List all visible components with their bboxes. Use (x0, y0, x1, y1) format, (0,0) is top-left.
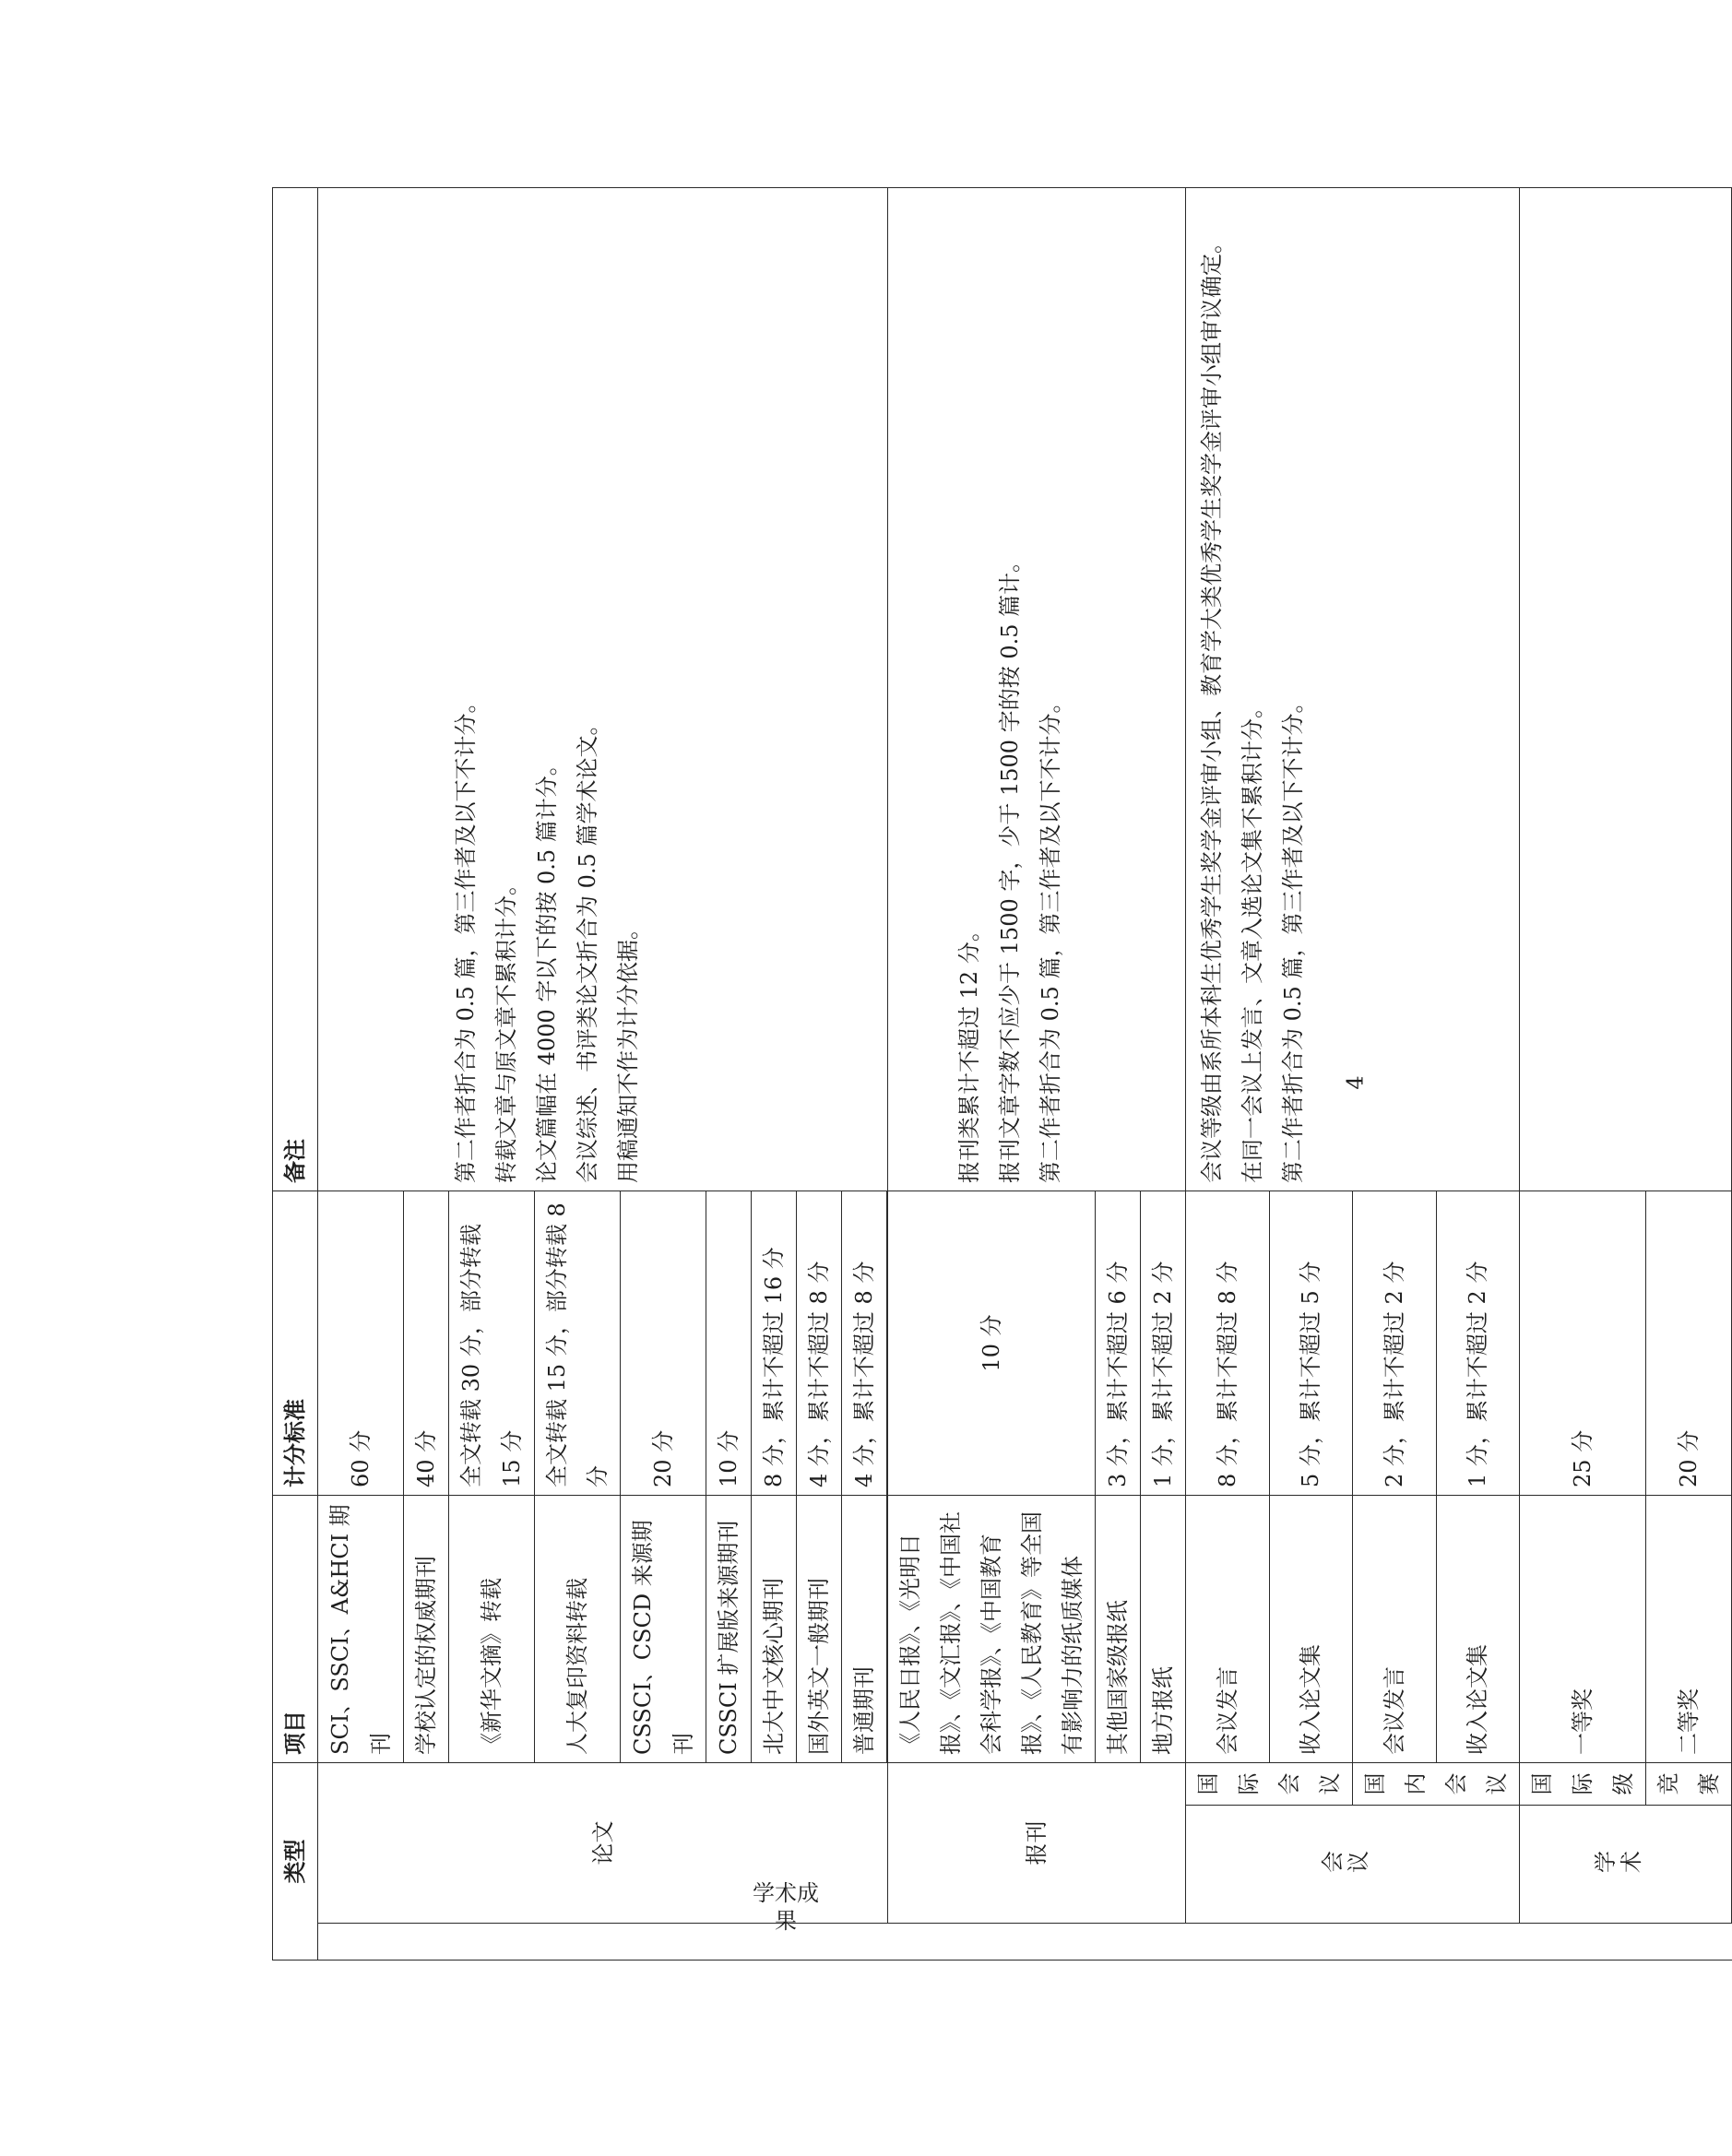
remark-line: 转载文章与原文章不累积计分。 (493, 872, 519, 1183)
item-cell: 二等奖 (1646, 1495, 1732, 1762)
newspapers-remarks (888, 187, 1186, 1191)
remark-line: 会议综述、书评类论文折合为 0.5 篇学术论文。 (575, 713, 600, 1183)
competition-sub-label: 竞赛 (1646, 1762, 1732, 1805)
score-cell: 全文转载 30 分，部分转载 15 分 (449, 1191, 535, 1495)
header-remark: 备注 (273, 187, 318, 1191)
item-cell: 《人民日报》、《光明日报》、《文汇报》、《中国社会科学报》、《中国教育报》、《人民教育》等全国有影响力的纸质媒体 (888, 1495, 1096, 1762)
item-cell: 一等奖 (1520, 1495, 1646, 1762)
score-cell: 2 分，累计不超过 2 分 (1353, 1191, 1437, 1495)
header-type: 类型 (273, 1762, 318, 1960)
item-cell: 国外英文一般期刊 (797, 1495, 842, 1762)
score-cell: 1 分，累计不超过 2 分 (1436, 1191, 1520, 1495)
papers-label: 论文 (318, 1762, 888, 1923)
remark-line: 论文篇幅在 4000 字以下的按 0.5 篇计分。 (534, 753, 560, 1183)
papers-remarks (318, 187, 888, 1191)
item-cell: 《新华文摘》转载 (449, 1495, 535, 1762)
score-cell: 20 分 (621, 1191, 706, 1495)
item-cell: 人大复印资料转载 (535, 1495, 621, 1762)
score-cell: 5 分，累计不超过 5 分 (1269, 1191, 1353, 1495)
item-cell: 普通期刊 (842, 1495, 887, 1762)
item-cell: 学校认定的权威期刊 (404, 1495, 449, 1762)
remark-line: 第二作者折合为 0.5 篇，第三作者及以下不计分。 (1280, 691, 1306, 1183)
score-cell: 3 分，累计不超过 6 分 (1096, 1191, 1141, 1495)
table-row (888, 187, 1096, 1960)
table-row (1520, 187, 1646, 1960)
score-cell: 20 分 (1646, 1191, 1732, 1495)
item-cell: 收入论文集 (1436, 1495, 1520, 1762)
score-cell: 60 分 (318, 1191, 404, 1495)
page-number: 4 (1342, 1075, 1369, 1090)
remark-line: 第二作者折合为 0.5 篇，第三作者及以下不计分。 (1038, 691, 1063, 1183)
item-cell: 北大中文核心期刊 (752, 1495, 797, 1762)
domestic-conference-label: 国内会议 (1353, 1762, 1520, 1805)
item-cell: CSSCI 扩展版来源期刊 (706, 1495, 752, 1762)
remark-line: 在同一会议上发言、文章入选论文集不累积计分。 (1240, 695, 1265, 1183)
header-standard: 计分标准 (273, 1191, 318, 1495)
item-cell: 会议发言 (1186, 1495, 1270, 1762)
item-cell: 会议发言 (1353, 1495, 1437, 1762)
score-cell: 4 分，累计不超过 8 分 (797, 1191, 842, 1495)
header-item: 项目 (273, 1495, 318, 1762)
table-row (318, 187, 404, 1960)
score-cell: 8 分，累计不超过 8 分 (1186, 1191, 1270, 1495)
header-row (273, 187, 318, 1960)
category-academic-label: 学术成果 (753, 1880, 819, 1934)
score-cell: 1 分，累计不超过 2 分 (1141, 1191, 1186, 1495)
item-cell: 其他国家级报纸 (1096, 1495, 1141, 1762)
intl-conference-label: 国际会议 (1186, 1762, 1353, 1805)
competition-label: 学术 (1593, 1851, 1645, 1878)
item-cell: 地方报纸 (1141, 1495, 1186, 1762)
newspapers-label: 报刊 (888, 1762, 1186, 1923)
conference-label: 会议 (1320, 1851, 1372, 1878)
table-row (1186, 187, 1270, 1960)
remark-line: 用稿通知不作为计分依据。 (615, 917, 641, 1183)
score-cell: 全文转载 15 分，部分转载 8 分 (535, 1191, 621, 1495)
score-cell: 25 分 (1520, 1191, 1646, 1495)
item-cell: SCI、SSCI、A&HCI 期刊 (318, 1495, 404, 1762)
scoring-table-rotated (272, 188, 1722, 1961)
score-cell: 40 分 (404, 1191, 449, 1495)
item-cell: CSSCI、CSCD 来源期刊 (621, 1495, 706, 1762)
scoring-table (272, 187, 1732, 1961)
score-cell: 10 分 (888, 1191, 1096, 1495)
remark-line: 会议等级由系所本科生优秀学生奖学金评审小组、教育学大类优秀学生奖学金评审小组审议确定。 (1199, 231, 1225, 1183)
intl-level-label: 国际级 (1520, 1762, 1646, 1805)
conference-remarks (1186, 187, 1520, 1191)
remark-line: 报刊类累计不超过 12 分。 (956, 919, 982, 1183)
remark-line: 报刊文章字数不应少于 1500 字，少于 1500 字的按 0.5 篇计。 (997, 550, 1023, 1183)
score-cell: 8 分，累计不超过 16 分 (752, 1191, 797, 1495)
score-cell: 10 分 (706, 1191, 752, 1495)
remark-line: 第二作者折合为 0.5 篇，第三作者及以下不计分。 (453, 691, 479, 1183)
item-cell: 收入论文集 (1269, 1495, 1353, 1762)
score-cell: 4 分，累计不超过 8 分 (842, 1191, 887, 1495)
